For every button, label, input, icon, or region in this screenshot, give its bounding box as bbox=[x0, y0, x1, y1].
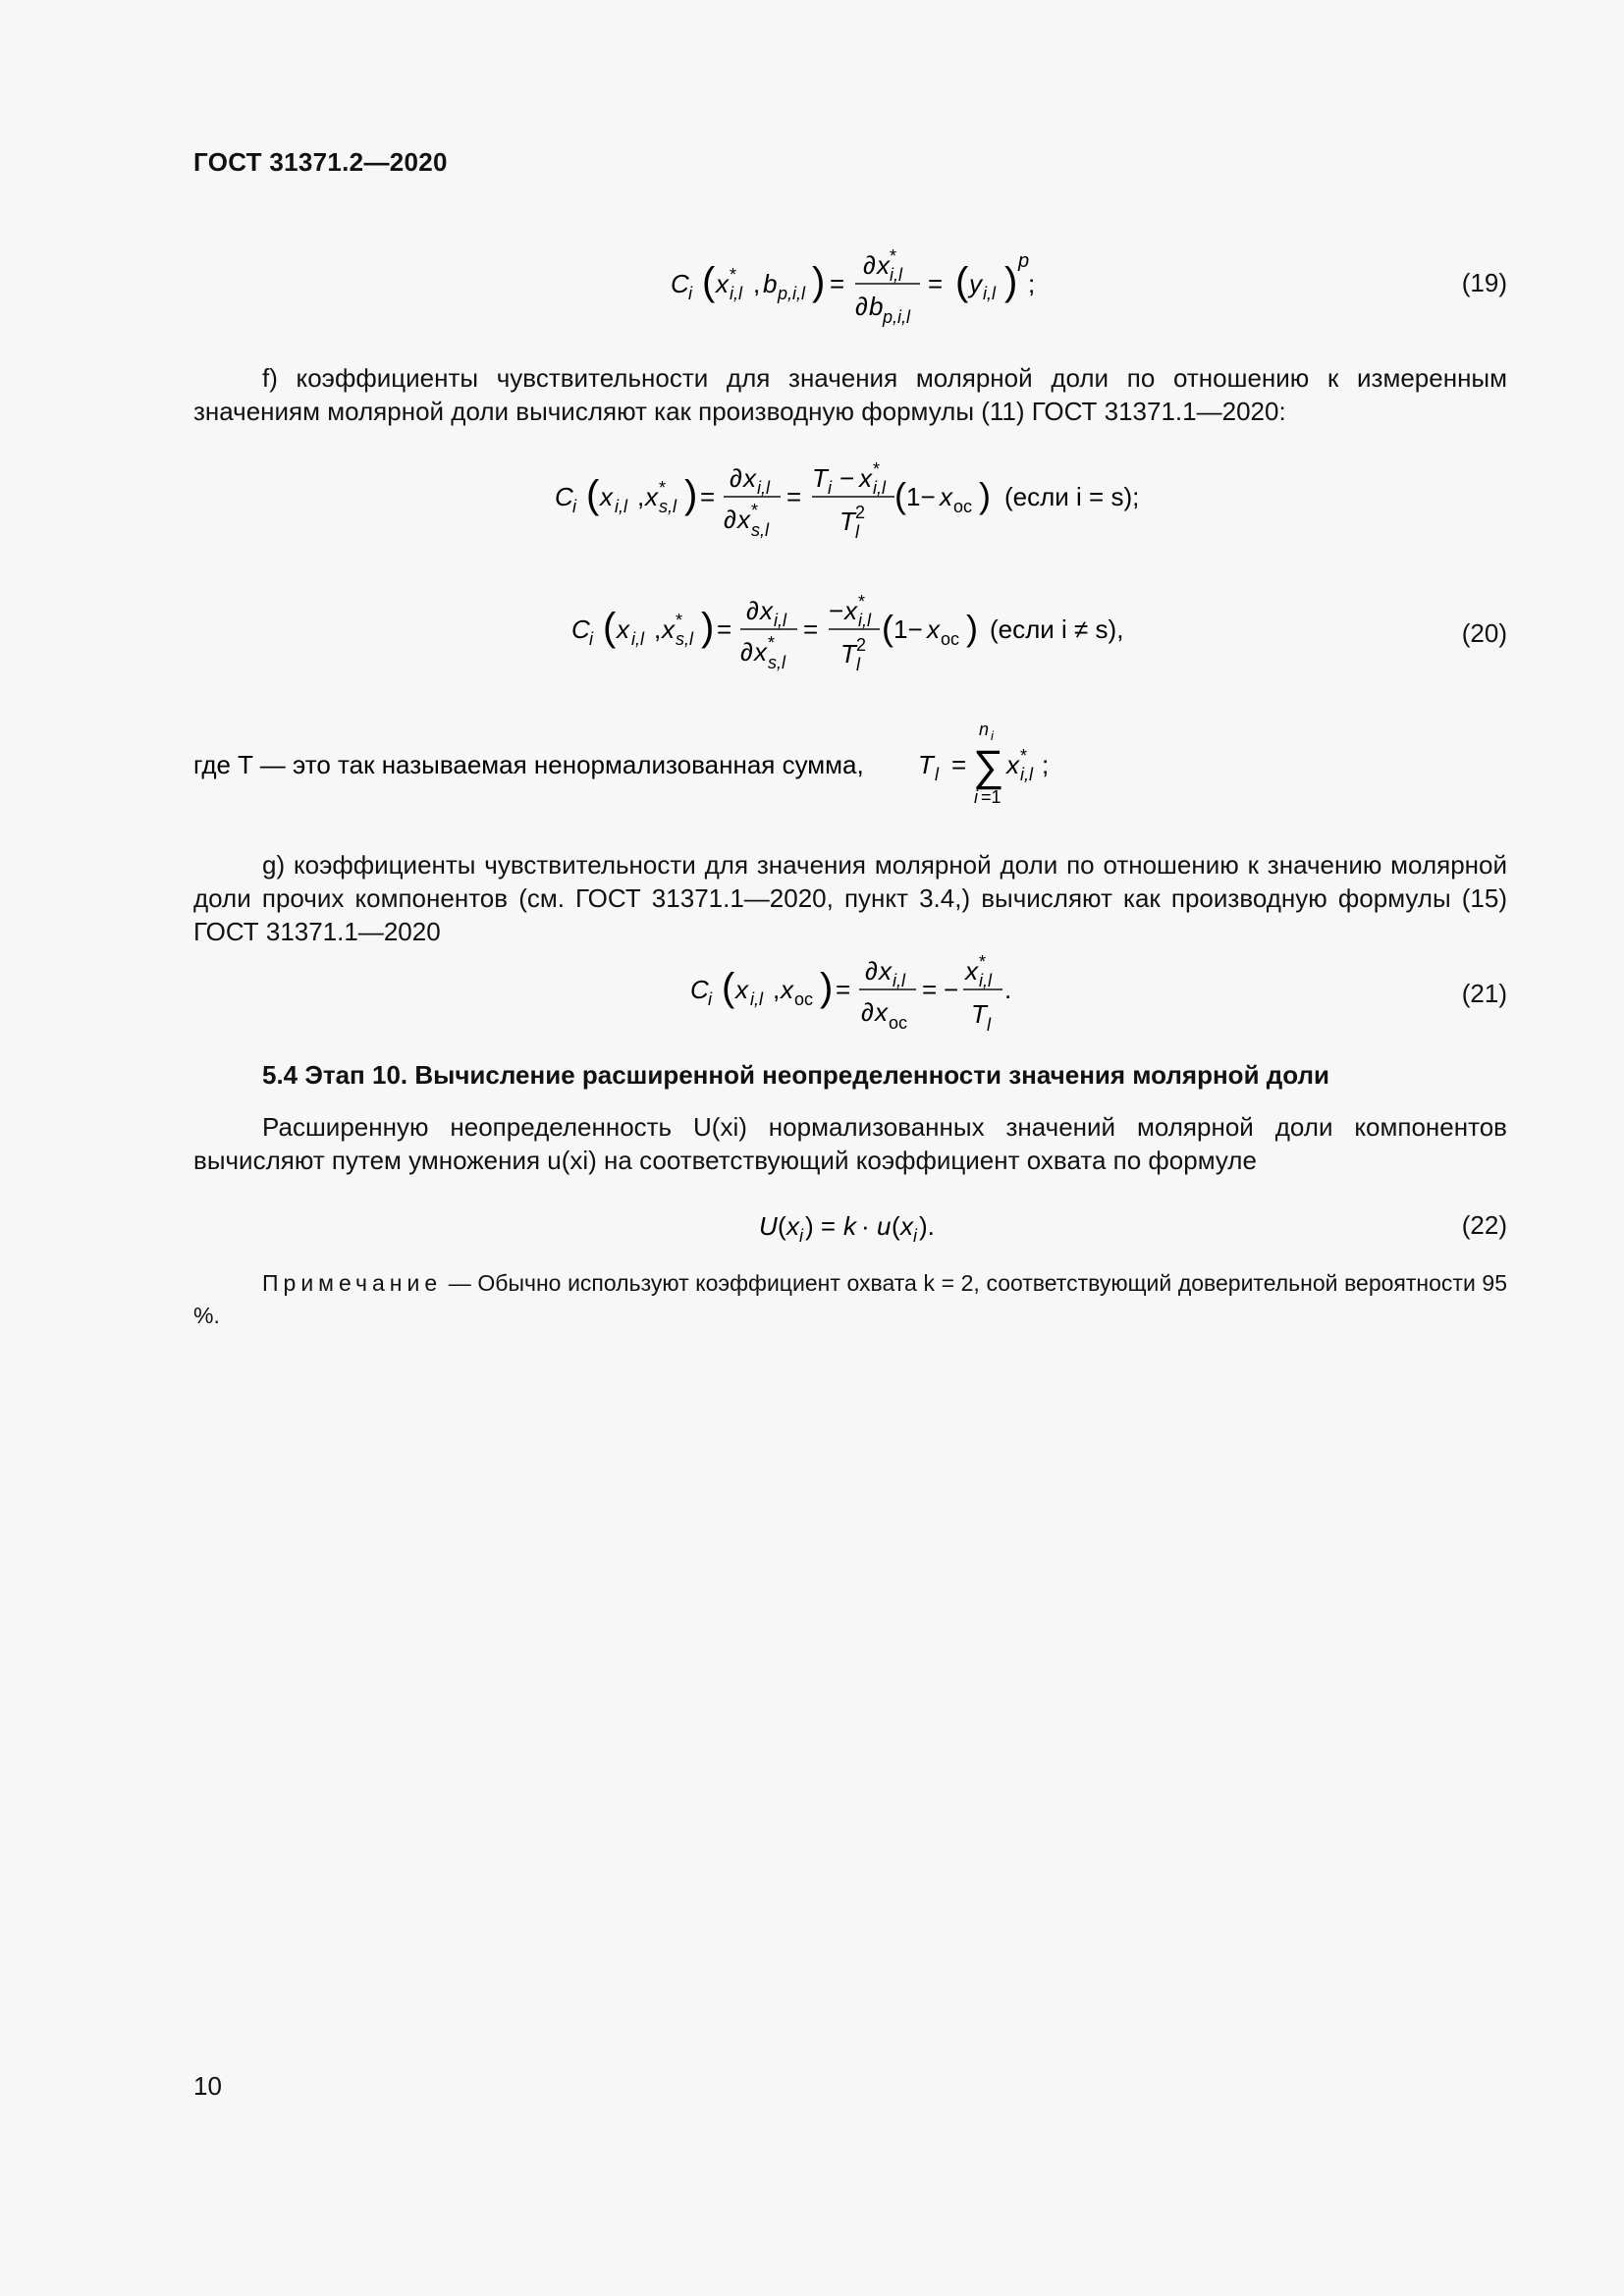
svg-text:∂: ∂ bbox=[746, 596, 759, 625]
paragraph-g: g) коэффициенты чувствительности для значения молярной доли по отношению к значению молярной доли прочих компонентов (см. ГОСТ 31371.1—2020, пункт 3.4,) вычисляют как производную формулы (15) ГОСТ 31371.1—2020 bbox=[193, 850, 1507, 946]
svg-text:x: x bbox=[737, 505, 750, 534]
svg-text:x: x bbox=[1006, 750, 1019, 779]
svg-text:C: C bbox=[555, 482, 573, 511]
equation-21 bbox=[690, 946, 1044, 1051]
svg-text:(: ( bbox=[722, 966, 735, 1009]
svg-text:*: * bbox=[676, 611, 683, 630]
svg-text:b: b bbox=[869, 292, 884, 321]
svg-text:*: * bbox=[873, 459, 881, 479]
equation-22-number: (22) bbox=[1461, 1210, 1507, 1240]
svg-text:(: ( bbox=[955, 260, 969, 303]
svg-text:−: − bbox=[839, 463, 855, 493]
svg-text:i: i bbox=[913, 1226, 917, 1246]
svg-text:i,l: i,l bbox=[979, 971, 992, 990]
equation-20-line-2 bbox=[571, 586, 1180, 691]
svg-text:=1: =1 bbox=[981, 787, 1001, 807]
svg-text:∂: ∂ bbox=[730, 463, 742, 493]
svg-text:x: x bbox=[965, 956, 978, 986]
svg-text:2: 2 bbox=[855, 503, 866, 522]
svg-text:x: x bbox=[879, 956, 892, 986]
svg-text:(: ( bbox=[882, 608, 893, 648]
svg-text:b: b bbox=[763, 269, 778, 298]
svg-text:=: = bbox=[717, 614, 732, 644]
svg-text:i,l: i,l bbox=[750, 989, 763, 1009]
svg-text:−: − bbox=[829, 596, 844, 625]
svg-text:): ) bbox=[812, 260, 826, 303]
paragraph-where-t-svg bbox=[193, 720, 1077, 808]
svg-text:∂: ∂ bbox=[863, 250, 876, 280]
equation-20-line-2-svg bbox=[571, 586, 1180, 684]
equation-20-line-1 bbox=[555, 454, 1183, 559]
svg-text:).: ). bbox=[919, 1211, 935, 1241]
equation-21-svg bbox=[690, 946, 1044, 1044]
svg-text:x: x bbox=[875, 997, 888, 1027]
note-text: — Обычно используют коэффициент охвата k = 2, соответствующий доверительной вероятности 95 %. bbox=[193, 1270, 1507, 1328]
svg-text:i,l: i,l bbox=[858, 611, 871, 630]
svg-text:p,i,l: p,i,l bbox=[883, 307, 911, 327]
equation-19 bbox=[671, 240, 1063, 336]
svg-text:i: i bbox=[589, 629, 593, 649]
svg-text:): ) bbox=[1004, 260, 1018, 303]
svg-text:x: x bbox=[754, 637, 767, 667]
svg-text:i,l: i,l bbox=[730, 284, 742, 303]
svg-text:i,l: i,l bbox=[893, 971, 905, 990]
svg-text:u: u bbox=[877, 1211, 892, 1241]
svg-text:(: ( bbox=[603, 606, 617, 649]
equation-21-number: (21) bbox=[1461, 979, 1507, 1008]
svg-text:n: n bbox=[979, 720, 990, 739]
svg-text:i: i bbox=[974, 787, 978, 807]
svg-text:x: x bbox=[662, 614, 675, 644]
svg-text:s,l: s,l bbox=[768, 653, 785, 672]
svg-text:s,l: s,l bbox=[676, 629, 693, 649]
svg-text:2: 2 bbox=[856, 635, 867, 655]
equation-20-condition-eq: (если i = s); bbox=[1004, 482, 1140, 511]
svg-text:s,l: s,l bbox=[751, 520, 769, 540]
svg-text:;: ; bbox=[1042, 750, 1050, 779]
svg-text:y: y bbox=[969, 269, 982, 298]
svg-text:) =: ) = bbox=[805, 1211, 837, 1241]
svg-text:x: x bbox=[760, 596, 773, 625]
svg-text:*: * bbox=[768, 633, 776, 653]
svg-text:i,l: i,l bbox=[615, 497, 627, 516]
svg-text:i: i bbox=[572, 497, 576, 516]
svg-text:l: l bbox=[855, 522, 859, 542]
svg-text:(: ( bbox=[586, 473, 600, 516]
paragraph-f: f) коэффициенты чувствительности для значения молярной доли по отношению к измеренным значениям молярной доли вычисляют как производную формулы (11) ГОСТ 31371.1—2020: bbox=[193, 363, 1507, 426]
svg-text:∂: ∂ bbox=[865, 956, 878, 986]
svg-text:1−: 1− bbox=[906, 482, 936, 511]
svg-text:T: T bbox=[812, 463, 828, 493]
svg-text:): ) bbox=[979, 475, 991, 515]
svg-text:∂: ∂ bbox=[724, 505, 736, 534]
svg-text:i,l: i,l bbox=[774, 611, 786, 630]
svg-text:;: ; bbox=[1028, 269, 1036, 298]
svg-text:∂: ∂ bbox=[855, 292, 868, 321]
svg-text:x: x bbox=[844, 596, 857, 625]
svg-text:ос: ос bbox=[941, 629, 960, 649]
svg-text:−: − bbox=[944, 975, 959, 1004]
svg-text:l: l bbox=[856, 655, 860, 674]
svg-text:i,l: i,l bbox=[631, 629, 644, 649]
svg-text:C: C bbox=[690, 975, 709, 1004]
svg-text:T: T bbox=[839, 507, 855, 536]
where-t-text: где T — это так называемая ненормализованная сумма, bbox=[193, 750, 864, 779]
svg-text:): ) bbox=[701, 606, 715, 649]
svg-text:i,l: i,l bbox=[983, 284, 996, 303]
svg-text:i,l: i,l bbox=[873, 478, 886, 498]
svg-text:T: T bbox=[918, 750, 934, 779]
note-label: Примечание bbox=[262, 1270, 443, 1296]
svg-text:i: i bbox=[991, 728, 994, 743]
svg-text:∑: ∑ bbox=[973, 742, 1004, 790]
svg-text:C: C bbox=[571, 614, 590, 644]
svg-text:C: C bbox=[671, 269, 689, 298]
svg-text:i,l: i,l bbox=[1020, 765, 1033, 784]
svg-text:∂: ∂ bbox=[740, 637, 753, 667]
svg-text:*: * bbox=[659, 478, 667, 498]
equation-20-condition-ne: (если i ≠ s), bbox=[990, 614, 1124, 644]
svg-text:l: l bbox=[987, 1015, 991, 1035]
svg-text:x: x bbox=[900, 1211, 913, 1241]
svg-text:x: x bbox=[735, 975, 748, 1004]
svg-text:x: x bbox=[716, 269, 729, 298]
svg-text:x: x bbox=[743, 463, 756, 493]
svg-text:∂: ∂ bbox=[861, 997, 874, 1027]
page-number: 10 bbox=[193, 2071, 222, 2101]
equation-22-svg bbox=[759, 1205, 995, 1255]
equation-20-number: (20) bbox=[1461, 618, 1507, 648]
svg-text:p: p bbox=[1018, 250, 1030, 272]
svg-text:·: · bbox=[861, 1211, 870, 1241]
svg-text:U: U bbox=[759, 1211, 778, 1241]
svg-text:x: x bbox=[645, 482, 658, 511]
svg-text:(: ( bbox=[892, 1211, 900, 1241]
svg-text:ос: ос bbox=[794, 989, 814, 1009]
paragraph-where-t bbox=[193, 720, 1077, 815]
equation-22 bbox=[759, 1205, 995, 1261]
svg-text:T: T bbox=[840, 639, 856, 668]
paragraph-expanded-uncertainty: Расширенную неопределенность U(xi) нормализованных значений молярной доли компонентов вычисляют путем умножения u(xi) на соответствующий коэффициент охвата по формуле bbox=[193, 1112, 1507, 1175]
svg-text:ос: ос bbox=[953, 497, 973, 516]
svg-text:*: * bbox=[1020, 746, 1028, 766]
svg-text:*: * bbox=[890, 246, 897, 266]
svg-text:x: x bbox=[859, 463, 872, 493]
svg-text:x: x bbox=[877, 250, 890, 280]
svg-text:=: = bbox=[928, 269, 944, 298]
svg-text:.: . bbox=[1004, 975, 1012, 1004]
svg-text:i: i bbox=[688, 284, 692, 303]
section-heading: 5.4 Этап 10. Вычисление расширенной неопределенности значения молярной доли bbox=[262, 1060, 1330, 1090]
svg-text:=: = bbox=[951, 750, 967, 779]
svg-text:,: , bbox=[773, 975, 781, 1004]
svg-text:*: * bbox=[979, 952, 987, 972]
svg-text:l: l bbox=[935, 765, 939, 784]
note bbox=[193, 1267, 1507, 1332]
svg-text:x: x bbox=[600, 482, 613, 511]
svg-text:=: = bbox=[803, 614, 819, 644]
equation-19-svg bbox=[671, 240, 1063, 329]
svg-text:*: * bbox=[858, 592, 866, 612]
svg-text:=: = bbox=[700, 482, 716, 511]
svg-text:i,l: i,l bbox=[757, 478, 770, 498]
svg-text:i,l: i,l bbox=[890, 265, 902, 285]
svg-text:=: = bbox=[836, 975, 851, 1004]
svg-text:(: ( bbox=[778, 1211, 786, 1241]
svg-text:,: , bbox=[654, 614, 662, 644]
svg-text:s,l: s,l bbox=[659, 497, 677, 516]
svg-text:(: ( bbox=[894, 475, 906, 515]
svg-text:): ) bbox=[966, 608, 978, 648]
svg-text:i: i bbox=[828, 478, 832, 498]
svg-text:1−: 1− bbox=[893, 614, 923, 644]
svg-text:*: * bbox=[730, 265, 737, 285]
svg-text:=: = bbox=[922, 975, 938, 1004]
svg-text:x: x bbox=[940, 482, 952, 511]
svg-text:): ) bbox=[684, 473, 698, 516]
svg-text:i: i bbox=[799, 1226, 803, 1246]
equation-20-line-1-svg bbox=[555, 454, 1183, 552]
svg-text:*: * bbox=[751, 501, 759, 520]
svg-text:(: ( bbox=[702, 260, 716, 303]
svg-text:,: , bbox=[753, 269, 761, 298]
svg-text:=: = bbox=[786, 482, 802, 511]
svg-text:x: x bbox=[927, 614, 940, 644]
svg-text:,: , bbox=[637, 482, 645, 511]
svg-text:): ) bbox=[820, 966, 834, 1009]
svg-text:x: x bbox=[781, 975, 793, 1004]
equation-19-number: (19) bbox=[1461, 268, 1507, 297]
svg-text:i: i bbox=[708, 989, 712, 1009]
svg-text:=: = bbox=[830, 269, 845, 298]
svg-text:T: T bbox=[971, 999, 987, 1029]
svg-text:p,i,l: p,i,l bbox=[778, 284, 806, 303]
svg-text:x: x bbox=[786, 1211, 799, 1241]
svg-text:k: k bbox=[843, 1211, 856, 1241]
document-header: ГОСТ 31371.2—2020 bbox=[193, 147, 448, 177]
svg-text:x: x bbox=[617, 614, 629, 644]
svg-text:ос: ос bbox=[889, 1013, 908, 1033]
